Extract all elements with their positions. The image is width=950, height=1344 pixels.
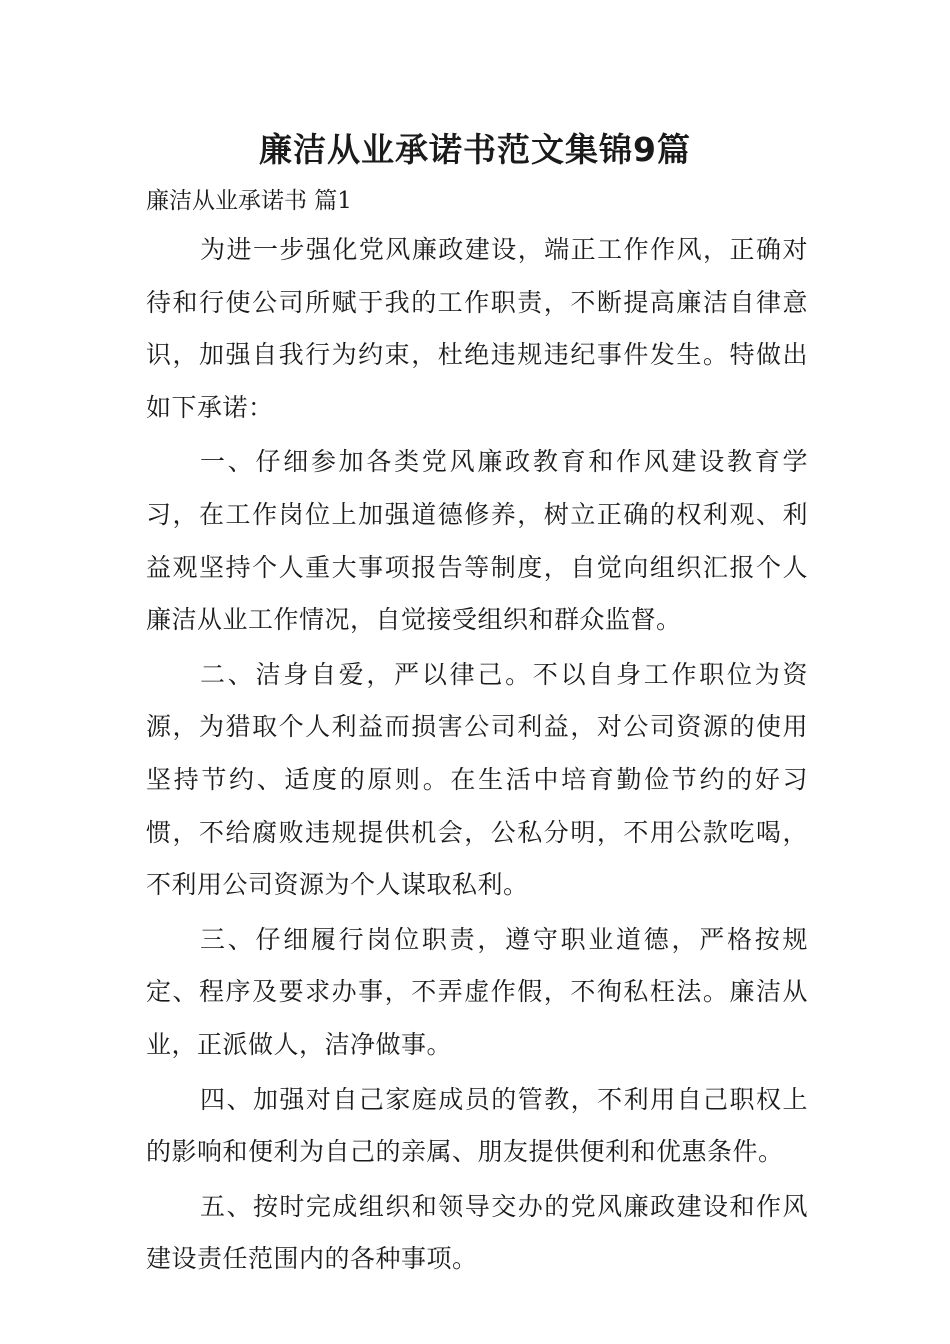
paragraph-item-1: 一、仔细参加各类党风廉政教育和作风建设教育学习，在工作岗位上加强道德修养，树立正确的权利观、利益观坚持个人重大事项报告等制度，自觉向组织汇报个人廉洁从业工作情况，自觉接受组织和群众监督。	[146, 447, 808, 635]
document-title: 廉洁从业承诺书范文集锦9篇	[259, 130, 691, 169]
document-body	[146, 224, 808, 1286]
paragraph-item-2: 二、洁身自爱，严以律己。不以自身工作职位为资源，为猎取个人利益而损害公司利益，对公司资源的使用坚持节约、适度的原则。在生活中培育勤俭节约的好习惯，不给腐败违规提供机会，公私分明，不用公款吃喝，不利用公司资源为个人谋取私利。	[146, 659, 808, 900]
section-heading: 廉洁从业承诺书 篇1	[146, 188, 352, 214]
paragraph-item-4: 四、加强对自己家庭成员的管教，不利用自己职权上的影响和便利为自己的亲属、朋友提供便利和优惠条件。	[146, 1084, 808, 1167]
paragraph-item-5: 五、按时完成组织和领导交办的党风廉政建设和作风建设责任范围内的各种事项。	[146, 1191, 808, 1274]
paragraph-item-3: 三、仔细履行岗位职责，遵守职业道德，严格按规定、程序及要求办事，不弄虚作假，不徇私枉法。廉洁从业，正派做人，洁净做事。	[146, 924, 808, 1059]
paragraph-intro: 为进一步强化党风廉政建设，端正工作作风，正确对待和行使公司所赋于我的工作职责，不断提高廉洁自律意识，加强自我行为约束，杜绝违规违纪事件发生。特做出如下承诺：	[146, 235, 808, 422]
